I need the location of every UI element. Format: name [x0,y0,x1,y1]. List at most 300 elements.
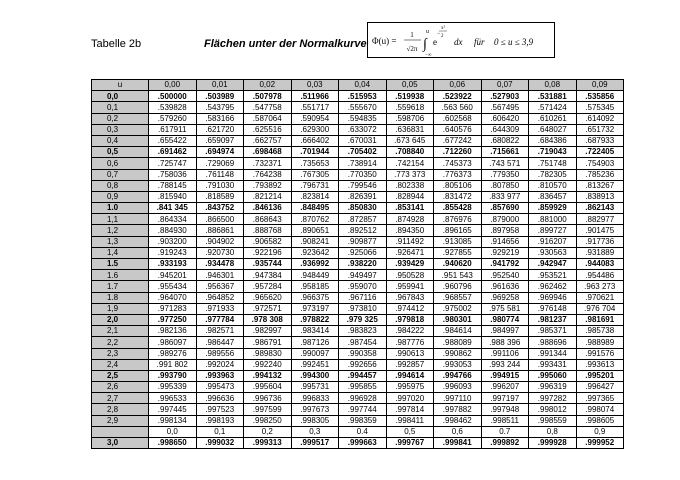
table-cell: .984222 [386,326,434,337]
table-cell: .983823 [339,326,387,337]
table-cell: .998074 [576,404,624,415]
table-cell: .927855 [434,247,482,258]
table-cell: .519938 [386,91,434,102]
table-cell: .996636 [196,393,244,404]
table-cell: .995060 [529,370,577,381]
row-label: 2,3 [92,348,149,359]
sub-column-header: 0,6 [434,426,482,437]
table-cell: .850830 [339,203,387,214]
table-cell: .807850 [481,180,529,191]
table-cell: .986791 [244,337,292,348]
table-cell: .992451 [291,359,339,370]
table-cell: .995855 [339,382,387,393]
table-cell: .838913 [576,191,624,202]
table-cell: .870762 [291,214,339,225]
table-cell: .977784 [196,314,244,325]
table-cell: .997814 [386,404,434,415]
row-label: 0,1 [92,102,149,113]
svg-text:∫: ∫ [423,37,427,52]
table-cell: .923642 [291,247,339,258]
table-cell: .961636 [481,281,529,292]
table-cell: .818589 [196,191,244,202]
table-cell: .655422 [149,135,197,146]
table-cell: .881000 [529,214,577,225]
row-label: 0,9 [92,191,149,202]
table-cell: .687933 [576,135,624,146]
table-cell: .935744 [244,259,292,270]
table-cell: .965620 [244,292,292,303]
formula-dx: dx [454,37,463,47]
table-cell: .673 645 [386,135,434,146]
table-cell: .725747 [149,158,197,169]
table-cell: .988989 [576,337,624,348]
table-cell: .998411 [386,415,434,426]
row-label: 2,4 [92,359,149,370]
table-row-last [92,438,624,449]
table-cell: .979 325 [339,314,387,325]
row-label: 1.5 [92,259,149,270]
row-label: 2,9 [92,415,149,426]
table-cell: .999952 [576,438,624,449]
table-cell: .793892 [244,180,292,191]
column-header: 0,00 [149,80,197,91]
row-label: 2,7 [92,393,149,404]
table-cell: .997445 [149,404,197,415]
table-cell: .848495 [291,203,339,214]
table-cell: .751748 [529,158,577,169]
table-cell: .995339 [149,382,197,393]
table-row [92,214,624,225]
table-cell: .722405 [576,147,624,158]
table-cell: .959941 [386,281,434,292]
column-header: 0,07 [481,80,529,91]
table-cell: .507978 [244,91,292,102]
table-cell: .998305 [291,415,339,426]
table-row [92,337,624,348]
table-cell: .633072 [339,124,387,135]
table-row [92,203,624,214]
table-cell: .938220 [339,259,387,270]
table-cell: .996427 [576,382,624,393]
table-cell: .636831 [386,124,434,135]
table-cell: .857690 [481,203,529,214]
table-cell: .651732 [576,124,624,135]
table-cell: .874928 [386,214,434,225]
table-cell: .855428 [434,203,482,214]
table-cell: .841 345 [149,203,197,214]
table-cell: .785236 [576,169,624,180]
table-cell: .930563 [529,247,577,258]
row-label: 0,7 [92,169,149,180]
table-cell: .980774 [481,314,529,325]
table-cell: .694974 [196,147,244,158]
table-row [92,180,624,191]
table-cell: .992857 [386,359,434,370]
row-label: 1,9 [92,303,149,314]
formula-int-upper: u [426,29,429,35]
table-cell: .991106 [481,348,529,359]
row-label: 0,0 [92,91,149,102]
table-cell: .996319 [529,382,577,393]
sub-column-header: 0,5 [386,426,434,437]
table-cell: .942947 [529,259,577,270]
table-cell: .985371 [529,326,577,337]
table-cell: .742154 [386,158,434,169]
formula-integrand: e [433,37,437,47]
table-cell: .976 704 [576,303,624,314]
table-cell: .523922 [434,91,482,102]
table-cell: .594835 [339,113,387,124]
table-cell: .996928 [339,393,387,404]
table-cell: .994766 [434,370,482,381]
row-label: 1.0 [92,203,149,214]
formula-fuer: für [474,37,485,47]
table-cell: .944083 [576,259,624,270]
table-cell: .985738 [576,326,624,337]
table-cell: .982997 [244,326,292,337]
table-cell: .946301 [196,270,244,281]
table-cell: .997948 [481,404,529,415]
table-cell: .831472 [434,191,482,202]
table-cell: .698468 [244,147,292,158]
table-cell: .974412 [386,303,434,314]
table-cell: .959070 [339,281,387,292]
table-cell: .933193 [149,259,197,270]
table-row [92,326,624,337]
table-row [92,314,624,325]
row-label: 2,1 [92,326,149,337]
table-cell: .500000 [149,91,197,102]
table-cell: .788145 [149,180,197,191]
table-cell: .997523 [196,404,244,415]
table-cell: .993963 [196,370,244,381]
table-cell: .662757 [244,135,292,146]
formula-exp-num: x² [441,26,445,31]
table-cell: .962462 [529,281,577,292]
table-cell: .997110 [434,393,482,404]
table-row [92,91,624,102]
table-cell: .899727 [529,225,577,236]
table-cell: .644309 [481,124,529,135]
table-cell: .680822 [481,135,529,146]
table-cell: .964070 [149,292,197,303]
table-cell: .888768 [244,225,292,236]
table-cell: .970621 [576,292,624,303]
table-cell: .982136 [149,326,197,337]
table-cell: .954486 [576,270,624,281]
table-cell: .992024 [196,359,244,370]
row-label: 0,8 [92,180,149,191]
table-cell: .828944 [386,191,434,202]
table-cell: .862143 [576,203,624,214]
table-cell: .982571 [196,326,244,337]
normal-distribution-table [91,79,624,449]
table-row [92,281,624,292]
table-cell: .951 543 [434,270,482,281]
svg-text:−: − [437,31,441,37]
column-header: 0,02 [244,80,292,91]
table-cell: .952540 [481,270,529,281]
table-cell: .896165 [434,225,482,236]
table-cell: .621720 [196,124,244,135]
table-cell: .782305 [529,169,577,180]
table-cell: .973197 [291,303,339,314]
table-cell: .894350 [386,225,434,236]
table-cell: .981237 [529,314,577,325]
table-cell: .934478 [196,259,244,270]
table-cell: .991576 [576,348,624,359]
table-cell: .625516 [244,124,292,135]
row-label: 0,2 [92,113,149,124]
table-cell: .976148 [529,303,577,314]
table-cell: .996207 [481,382,529,393]
row-label: 1.7 [92,281,149,292]
table-label: Tabelle 2b [91,38,142,50]
table-cell: .708840 [386,147,434,158]
table-cell: .997744 [339,404,387,415]
table-cell: .738914 [339,158,387,169]
row-label: 1,2 [92,225,149,236]
table-cell: .666402 [291,135,339,146]
table-cell: .957284 [244,281,292,292]
table-cell: .796731 [291,180,339,191]
table-row [92,415,624,426]
table-cell: .712260 [434,147,482,158]
table-cell: .916207 [529,236,577,247]
table-cell: .997020 [386,393,434,404]
table-cell: .995975 [386,382,434,393]
row-label: 2,8 [92,404,149,415]
table-cell: .996833 [291,393,339,404]
table-cell: .941792 [481,259,529,270]
formula-range: 0 ≤ u ≤ 3,9 [494,37,534,47]
table-cell: .823814 [291,191,339,202]
table-cell: .998650 [149,438,197,449]
table-cell: .909877 [339,236,387,247]
table-cell: .989830 [244,348,292,359]
sub-header-row [92,426,624,437]
table-cell: .986447 [196,337,244,348]
table-cell: .993053 [434,359,482,370]
table-cell: .575345 [576,102,624,113]
page-title: Flächen unter der Normalkurve [204,38,367,50]
table-cell: .882977 [576,214,624,225]
table-cell: .614092 [576,113,624,124]
table-cell: .998193 [196,415,244,426]
table-cell: .998559 [529,415,577,426]
table-cell: .543795 [196,102,244,113]
table-cell: .691462 [149,147,197,158]
table-cell: .876976 [434,214,482,225]
table-cell: .743 571 [481,158,529,169]
table-header-row [92,80,624,91]
row-label: 1.6 [92,270,149,281]
table-cell: .531881 [529,91,577,102]
sub-header-u [92,426,149,437]
table-cell: .846136 [244,203,292,214]
table-cell: .955434 [149,281,197,292]
table-cell: .996093 [434,382,482,393]
table-cell: .914656 [481,236,529,247]
table-cell: .555670 [339,102,387,113]
table-cell: .971933 [196,303,244,314]
row-label: 2,2 [92,337,149,348]
table-cell: .987454 [339,337,387,348]
table-row [92,292,624,303]
table-cell: .590954 [291,113,339,124]
table-cell: .826391 [339,191,387,202]
table-cell: .535856 [576,91,624,102]
table-cell: .981691 [576,314,624,325]
table-cell: .990613 [386,348,434,359]
table-cell: .999892 [481,438,529,449]
table-row [92,404,624,415]
table-cell: .940620 [434,259,482,270]
table-cell: .969946 [529,292,577,303]
table-cell: .999032 [196,438,244,449]
table-cell: .977250 [149,314,197,325]
column-header: 0,04 [339,80,387,91]
table-cell: .859929 [529,203,577,214]
table-cell: .994132 [244,370,292,381]
table-cell: .640576 [434,124,482,135]
table-cell: .998605 [576,415,624,426]
table-cell: .903200 [149,236,197,247]
table-cell: .732371 [244,158,292,169]
sub-column-header: 0,3 [291,426,339,437]
table-cell: .503989 [196,91,244,102]
table-cell: .606420 [481,113,529,124]
table-cell: .960796 [434,281,482,292]
column-header: 0,05 [386,80,434,91]
table-cell: .551717 [291,102,339,113]
table-cell: .997673 [291,404,339,415]
table-cell: .986097 [149,337,197,348]
table-cell: .971283 [149,303,197,314]
table-cell: .779350 [481,169,529,180]
table-cell: .813267 [576,180,624,191]
table-cell: .872857 [339,214,387,225]
table-cell: .988696 [529,337,577,348]
table-cell: .892512 [339,225,387,236]
table-cell: .998359 [339,415,387,426]
table-cell: .598706 [386,113,434,124]
table-cell: .998012 [529,404,577,415]
table-row [92,158,624,169]
table-cell: .833 977 [481,191,529,202]
table-cell: .990862 [434,348,482,359]
table-cell: .911492 [386,236,434,247]
table-cell: .864334 [149,214,197,225]
table-cell: .993613 [576,359,624,370]
table-cell: .853141 [386,203,434,214]
table-cell: .761148 [196,169,244,180]
table-row [92,147,624,158]
table-cell: .992240 [244,359,292,370]
table-cell: .511966 [291,91,339,102]
table-row [92,393,624,404]
table-cell: .995731 [291,382,339,393]
table-cell: .949497 [339,270,387,281]
table-cell: .948449 [291,270,339,281]
row-label: 0,5 [92,147,149,158]
table-row [92,303,624,314]
table-cell: .990358 [339,348,387,359]
table-cell: .815940 [149,191,197,202]
row-label: 0,3 [92,124,149,135]
table-cell: .979818 [386,314,434,325]
table-cell: .994915 [481,370,529,381]
table-cell: .993790 [149,370,197,381]
table-cell: .939429 [386,259,434,270]
table-cell: .583166 [196,113,244,124]
sub-column-header: 0.4 [339,426,387,437]
table-cell: .886861 [196,225,244,236]
table-cell: .715661 [481,147,529,158]
row-label: 2,0 [92,314,149,325]
table-cell: .964852 [196,292,244,303]
sub-column-header: 0,2 [244,426,292,437]
formula-lhs: Φ(u) = [372,36,397,46]
table-cell: .567495 [481,102,529,113]
table-cell: .994457 [339,370,387,381]
table-cell: .992656 [339,359,387,370]
table-cell: .956367 [196,281,244,292]
table-row [92,225,624,236]
table-cell: .579260 [149,113,197,124]
table-cell: .890651 [291,225,339,236]
table-cell: .897958 [481,225,529,236]
table-row [92,382,624,393]
table-cell: .993431 [529,359,577,370]
table-cell: .953521 [529,270,577,281]
row-label: 0,6 [92,158,149,169]
formula-frac-den: √2π [406,45,418,53]
column-header: 0,03 [291,80,339,91]
row-label: 0,4 [92,135,149,146]
table-row [92,270,624,281]
row-label: 3,0 [92,438,149,449]
table-cell: .967843 [386,292,434,303]
table-row [92,102,624,113]
table-cell: .926471 [386,247,434,258]
table-cell: .984997 [481,326,529,337]
table-cell: .776373 [434,169,482,180]
table-cell: .729069 [196,158,244,169]
table-cell: .677242 [434,135,482,146]
table-cell: .770350 [339,169,387,180]
table-cell: .563 560 [434,102,482,113]
table-cell: .983414 [291,326,339,337]
table-cell: .901475 [576,225,624,236]
table-cell: .929219 [481,247,529,258]
table-cell: .972571 [244,303,292,314]
column-header: 0,06 [434,80,482,91]
table-row [92,259,624,270]
table-cell: .963 273 [576,281,624,292]
row-label: 1.8 [92,292,149,303]
table-cell: .987776 [386,337,434,348]
table-cell: .967116 [339,292,387,303]
table-cell: .984614 [434,326,482,337]
table-cell: .629300 [291,124,339,135]
table-cell: .991344 [529,348,577,359]
table-cell: .836457 [529,191,577,202]
table-cell: .999841 [434,438,482,449]
table-row [92,359,624,370]
formula-exp-den: 2 [441,34,444,39]
sub-column-header: 0,8 [529,426,577,437]
